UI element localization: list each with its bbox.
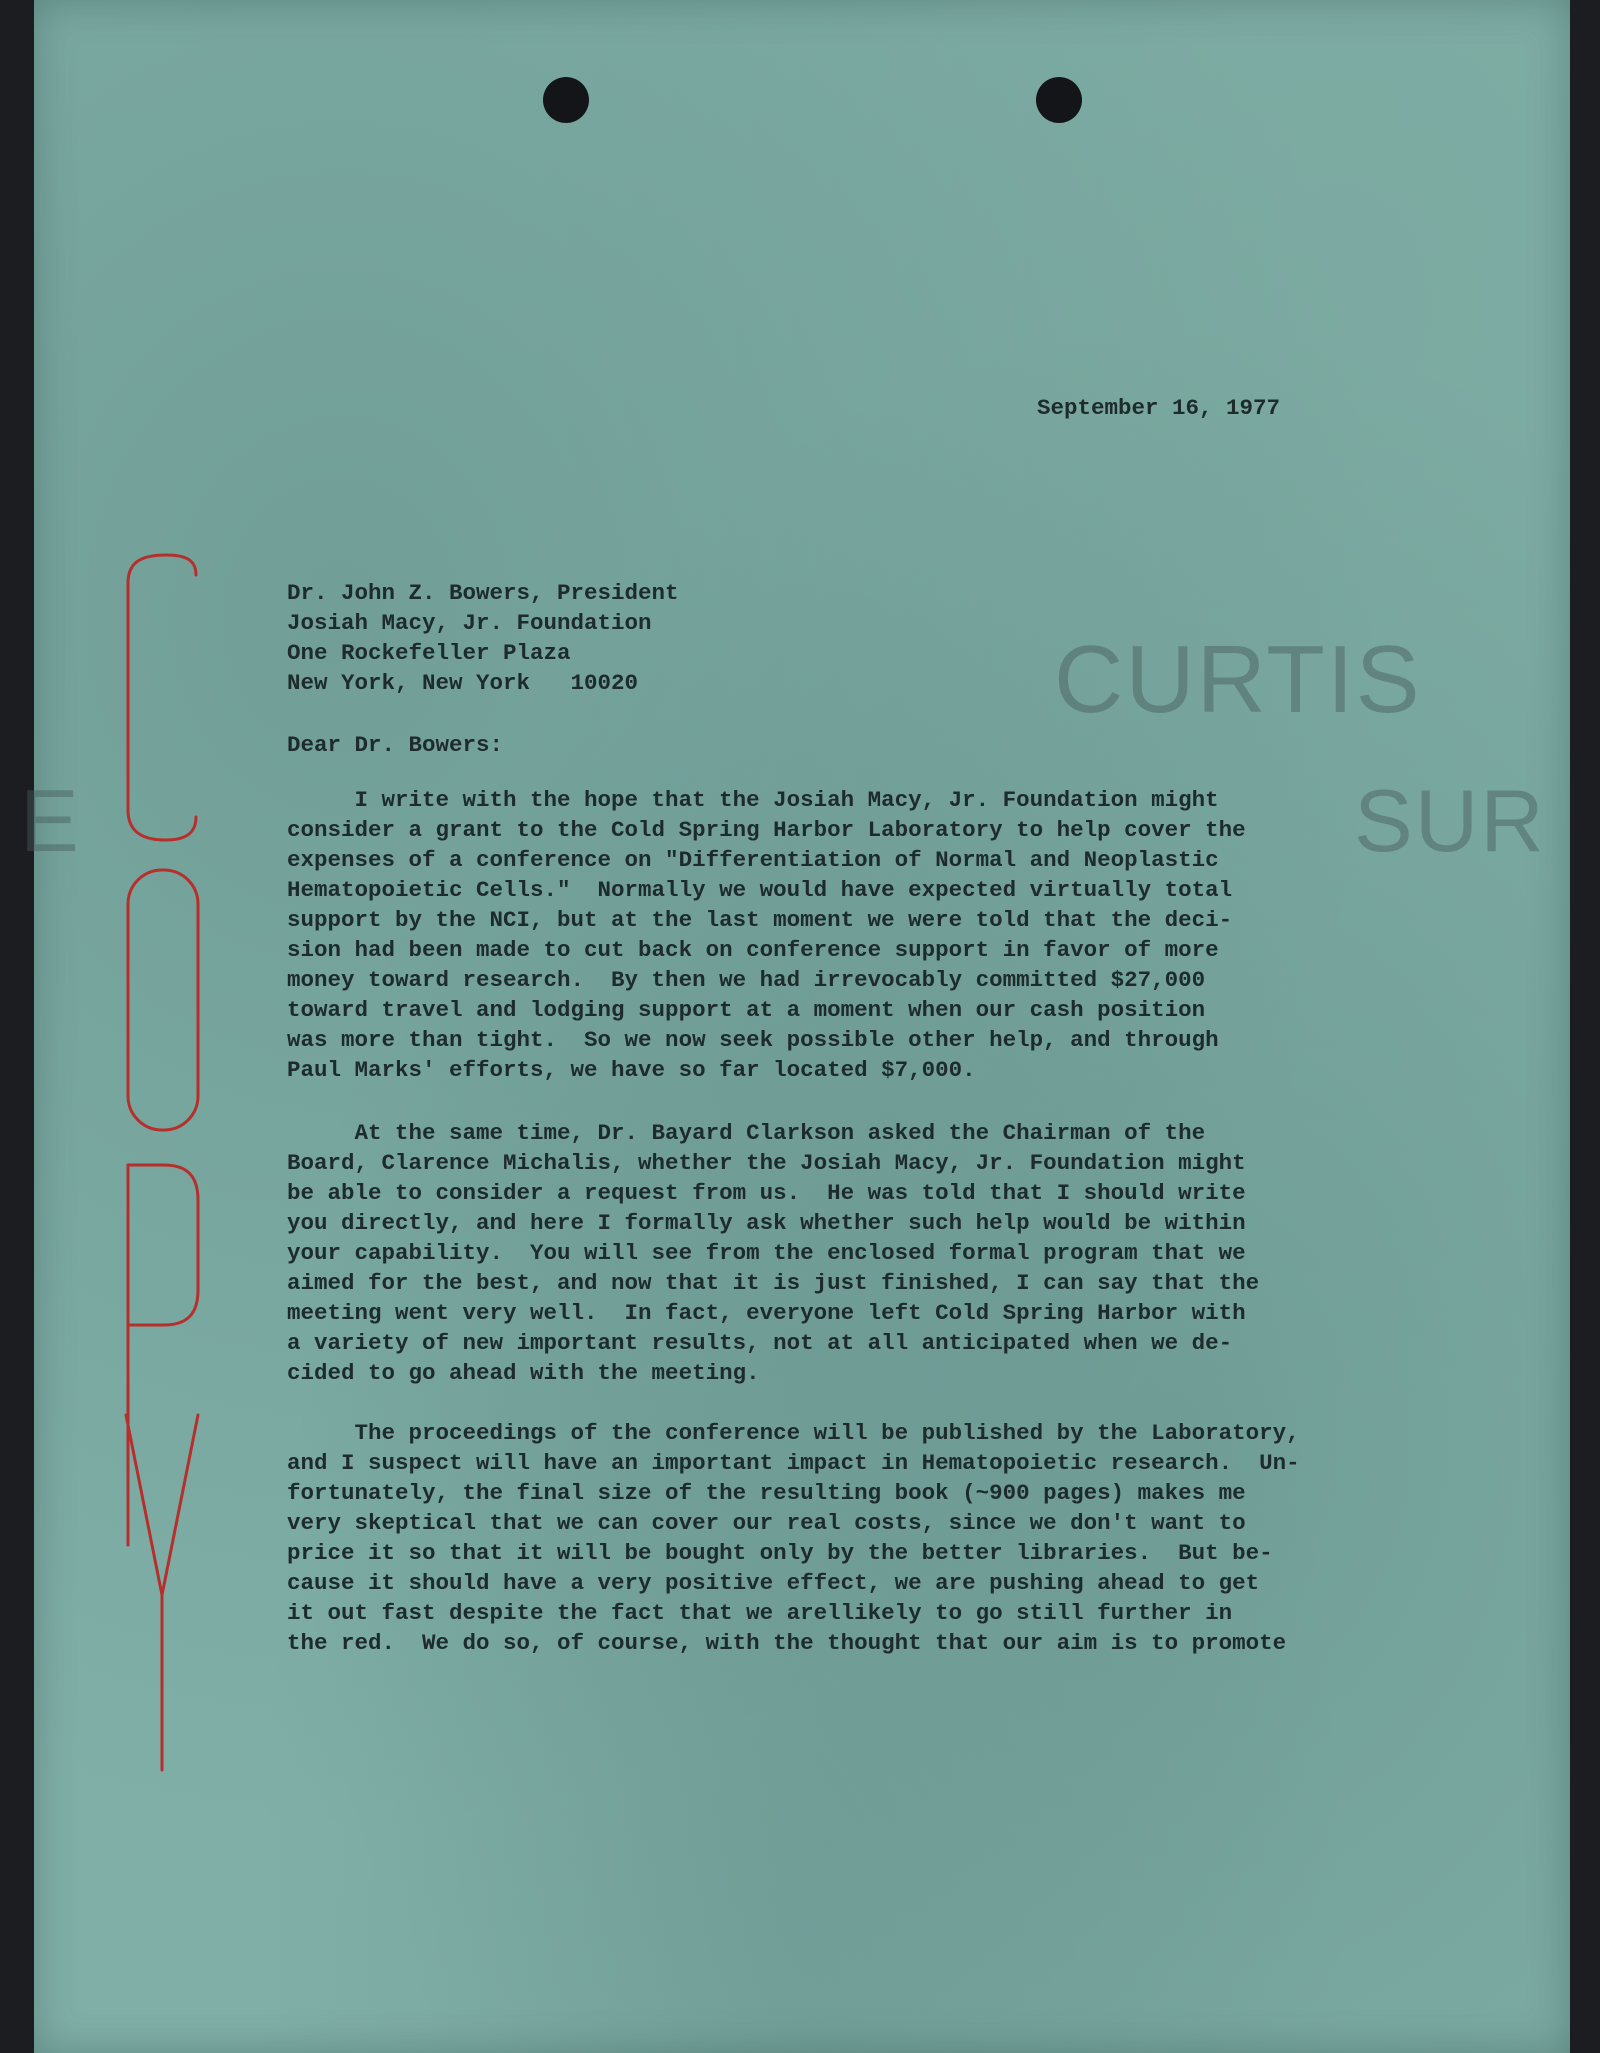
- text-line: Board, Clarence Michalis, whether the Josiah Macy, Jr. Foundation might: [287, 1150, 1246, 1176]
- address-line: Dr. John Z. Bowers, President: [287, 580, 679, 606]
- text-line: price it so that it will be bought only by the better libraries. But be-: [287, 1540, 1273, 1566]
- salutation: Dear Dr. Bowers:: [287, 732, 504, 758]
- text-line: fortunately, the final size of the resulting book (~900 pages) makes me: [287, 1480, 1246, 1506]
- copy-letter-c: [128, 555, 196, 840]
- address-line: One Rockefeller Plaza: [287, 640, 571, 666]
- text-line: I write with the hope that the Josiah Macy, Jr. Foundation might: [287, 787, 1219, 813]
- text-line: cided to go ahead with the meeting.: [287, 1360, 760, 1386]
- copy-letter-p: [128, 1165, 198, 1545]
- copy-stamp: [104, 555, 214, 1775]
- text-line: aimed for the best, and now that it is just finished, I can say that the: [287, 1270, 1260, 1296]
- punch-hole-right: [1036, 77, 1082, 123]
- text-line: The proceedings of the conference will be published by the Laboratory,: [287, 1420, 1300, 1446]
- address-line: Josiah Macy, Jr. Foundation: [287, 610, 652, 636]
- text-line: was more than tight. So we now seek possible other help, and through: [287, 1027, 1219, 1053]
- text-line: you directly, and here I formally ask whether such help would be within: [287, 1210, 1246, 1236]
- text-line: be able to consider a request from us. He was told that I should write: [287, 1180, 1246, 1206]
- paragraph-1: [287, 785, 1246, 1085]
- paragraph-2: [287, 1118, 1259, 1388]
- text-line: At the same time, Dr. Bayard Clarkson asked the Chairman of the: [287, 1120, 1206, 1146]
- text-line: money toward research. By then we had irrevocably committed $27,000: [287, 967, 1206, 993]
- text-line: your capability. You will see from the enclosed formal program that we: [287, 1240, 1246, 1266]
- text-line: a variety of new important results, not at all anticipated when we de-: [287, 1330, 1233, 1356]
- text-line: it out fast despite the fact that we arellikely to go still further in: [287, 1600, 1233, 1626]
- text-line: very skeptical that we can cover our real costs, since we don't want to: [287, 1510, 1246, 1536]
- recipient-address: [287, 578, 679, 698]
- faded-stamp-sur: SUR: [1354, 771, 1546, 870]
- faded-stamp-curtis: CURTIS: [1054, 626, 1422, 733]
- text-line: and I suspect will have an important impact in Hematopoietic research. Un-: [287, 1450, 1300, 1476]
- letter-page: [20, 0, 1570, 2053]
- text-line: toward travel and lodging support at a moment when our cash position: [287, 997, 1206, 1023]
- text-line: support by the NCI, but at the last moment we were told that the deci-: [287, 907, 1233, 933]
- text-line: expenses of a conference on "Differentiation of Normal and Neoplastic: [287, 847, 1219, 873]
- punch-hole-left: [543, 77, 589, 123]
- copy-letter-y: [126, 1415, 198, 1770]
- paragraph-3: [287, 1418, 1300, 1658]
- text-line: cause it should have a very positive effect, we are pushing ahead to get: [287, 1570, 1260, 1596]
- copy-letter-o: [128, 870, 198, 1130]
- text-line: Hematopoietic Cells." Normally we would have expected virtually total: [287, 877, 1233, 903]
- address-line: New York, New York 10020: [287, 670, 639, 696]
- text-line: consider a grant to the Cold Spring Harbor Laboratory to help cover the: [287, 817, 1246, 843]
- text-line: the red. We do so, of course, with the thought that our aim is to promote: [287, 1630, 1287, 1656]
- text-line: Paul Marks' efforts, we have so far located $7,000.: [287, 1057, 976, 1083]
- letter-date: September 16, 1977: [1037, 395, 1281, 421]
- text-line: sion had been made to cut back on conference support in favor of more: [287, 937, 1219, 963]
- faded-stamp-fragment: E: [20, 771, 81, 870]
- text-line: meeting went very well. In fact, everyone left Cold Spring Harbor with: [287, 1300, 1246, 1326]
